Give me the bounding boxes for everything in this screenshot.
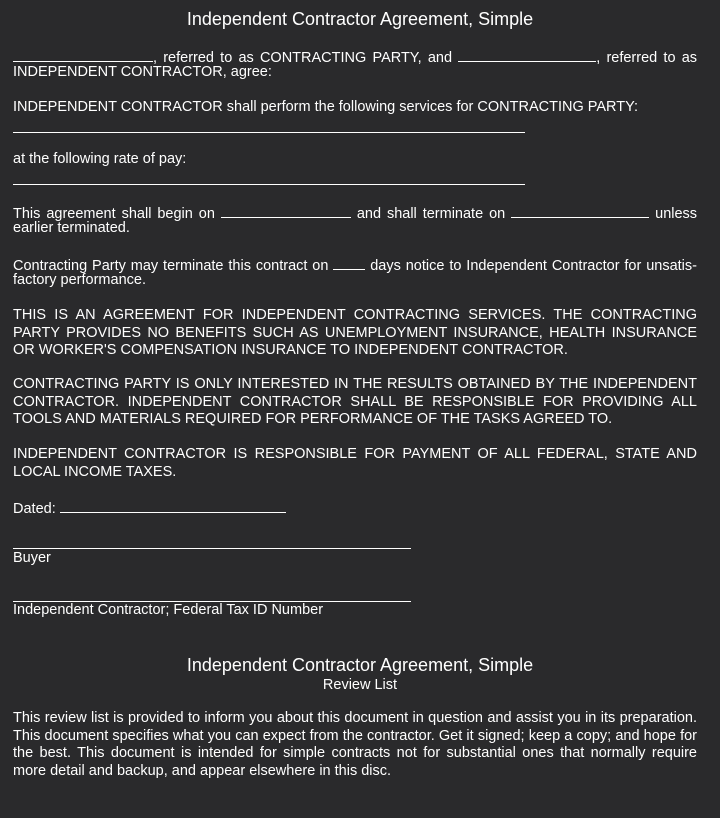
term-text-2: and shall terminate on [356,206,506,222]
buyer-signature-line[interactable] [13,548,411,549]
dated-blank[interactable] [60,498,286,513]
rate-blank-line[interactable] [13,184,525,185]
termination-text-1: Contracting Party may terminate this contract on [13,258,329,274]
independent-contractor-blank[interactable] [458,47,596,62]
benefits-clause: THIS IS AN AGREEMENT FOR INDEPENDENT CONTRACTING SERVICES. THE CONTRACTING PARTY PROVIDES NO BENEFITS SUCH AS UNEMPLOYMENT INSURANCE, HEALTH INSURANCE OR WORKER'S COMPENSATION INSURANCE TO INDEPENDENT CONTRACTOR. [13,307,697,358]
term-text-1: This agreement shall begin on [13,206,215,222]
dated-label: Dated: [13,501,56,517]
parties-line-2: INDEPENDENT CONTRACTOR, agree: [13,64,272,80]
rate-label: at the following rate of pay: [13,151,187,167]
dated-line [13,498,697,519]
start-date-blank[interactable] [221,203,351,218]
term-text-3: unless [655,206,698,222]
results-clause: CONTRACTING PARTY IS ONLY INTERESTED IN THE RESULTS OBTAINED BY THE INDEPENDENT CONTRACTOR. INDEPENDENT CONTRACTOR SHALL BE RESPONSIBLE FOR PROVIDING ALL TOOLS AND MATERIALS REQUIRED FOR PERFORMANCE OF THE TASKS AGREED TO. [13,376,697,427]
term-line-2: earlier terminated. [13,220,130,236]
termination-text-2: days notice to Independent Contractor for unsatis- [370,258,697,274]
taxes-clause: INDEPENDENT CONTRACTOR IS RESPONSIBLE FOR PAYMENT OF ALL FEDERAL, STATE AND LOCAL INCOME TAXES. [13,446,697,480]
notice-days-blank[interactable] [333,255,365,270]
review-body: This review list is provided to inform you about this document in question and assist you in its preparation. This document specifies what you can expect from the contractor. Get it signed; keep a copy; and hope for the best. This document is intended for simple contracts not for substantial ones that normally require more detail and backup, and appear elsewhere in this disc. [13,710,697,779]
buyer-label: Buyer [13,550,51,566]
document-title: Independent Contractor Agreement, Simple [186,9,534,29]
contracting-party-blank[interactable] [13,47,153,62]
contractor-label: Independent Contractor; Federal Tax ID Number [13,602,324,618]
review-title: Independent Contractor Agreement, Simple [186,655,534,675]
review-subtitle: Review List [322,677,398,693]
parties-text-2: , referred to as [596,50,698,66]
end-date-blank[interactable] [511,203,649,218]
services-blank-line[interactable] [13,132,525,133]
termination-line-2: factory performance. [13,272,146,288]
parties-text-1: , referred to as CONTRACTING PARTY, and [153,50,453,66]
services-label: INDEPENDENT CONTRACTOR shall perform the following services for CONTRACTING PARTY: [13,99,638,115]
